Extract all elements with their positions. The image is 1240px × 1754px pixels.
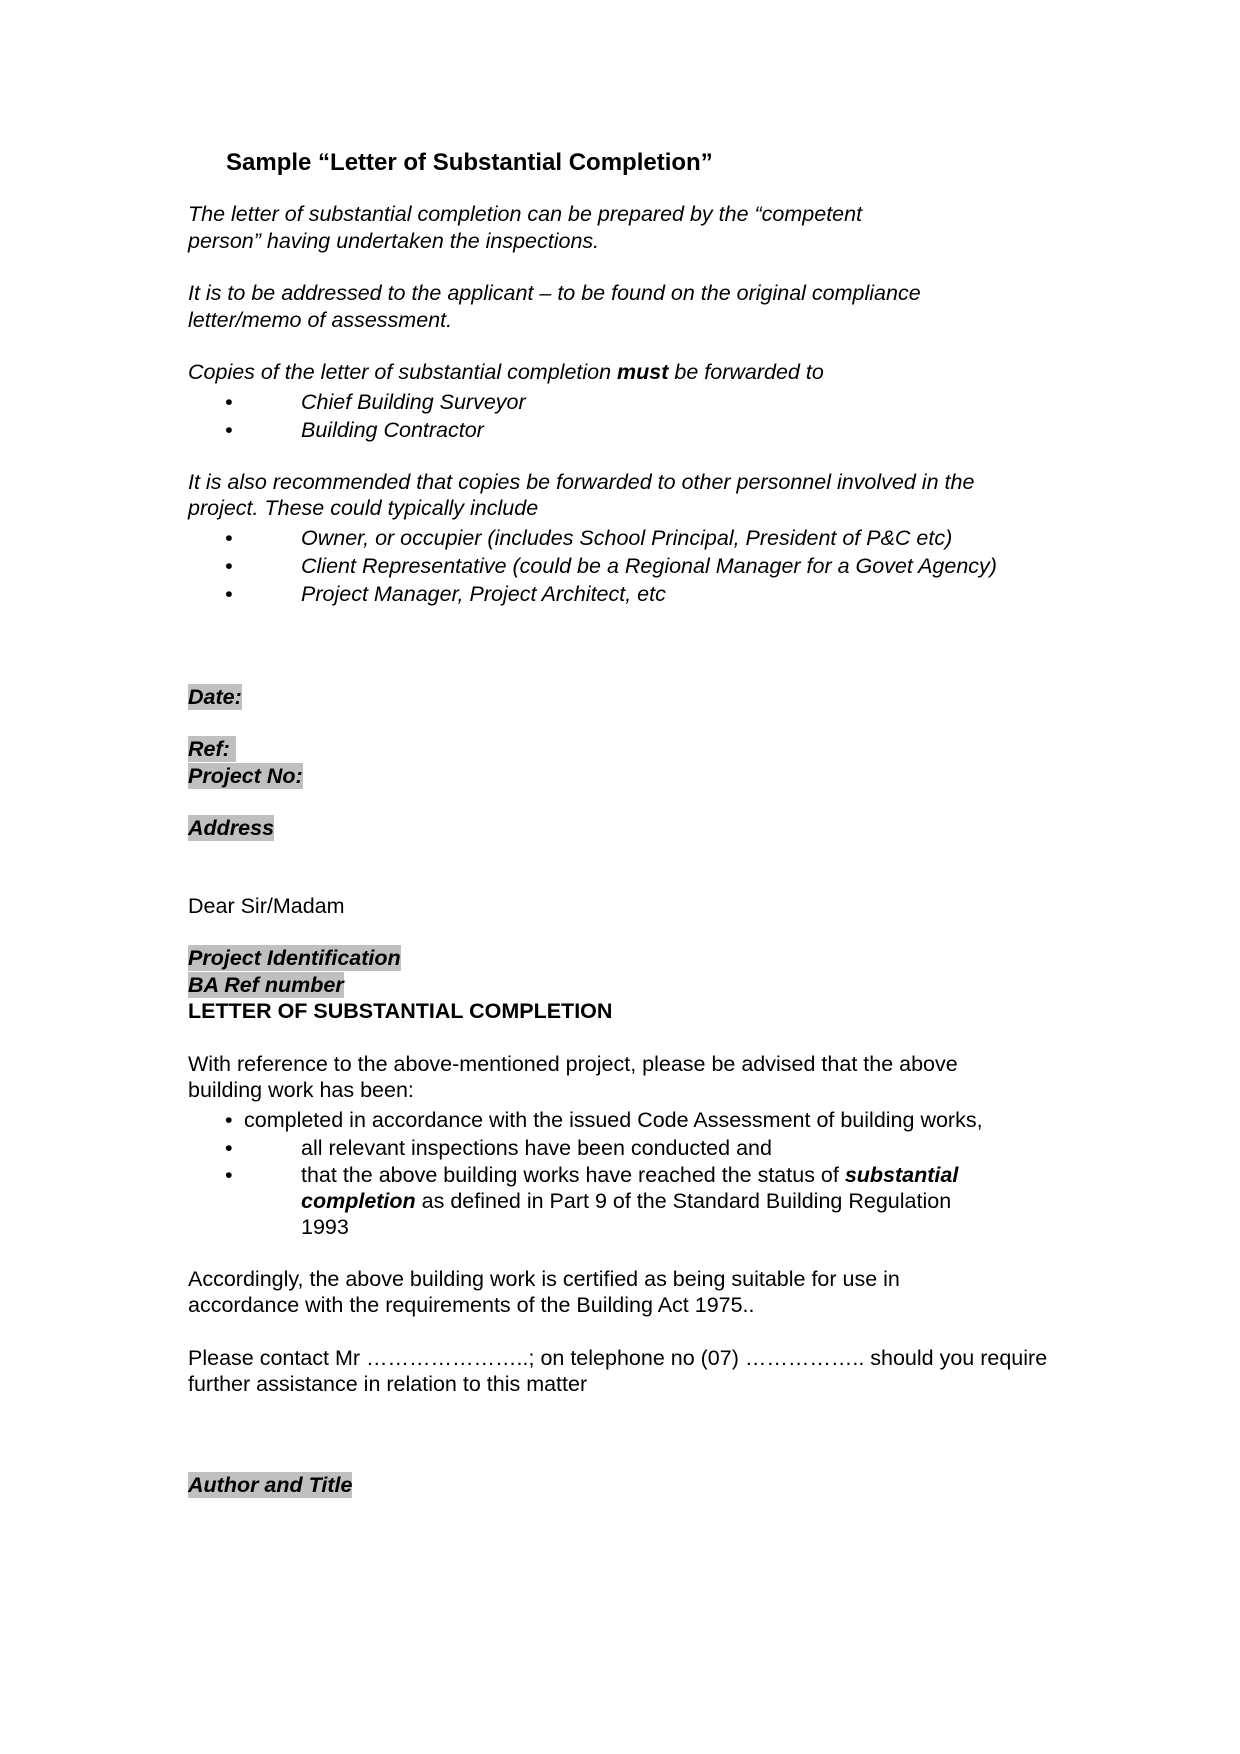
intro-paragraph-3-start: Copies of the letter of substantial completion <box>188 360 618 384</box>
date-field <box>188 684 1088 711</box>
letter-heading: LETTER OF SUBSTANTIAL COMPLETION <box>188 999 613 1023</box>
ba-ref-label: BA Ref number <box>188 972 344 997</box>
intro-paragraph-3 <box>188 359 1088 386</box>
ref-label: Ref: <box>188 737 236 761</box>
list-item-text: completed in accordance with the issued Code Assessment of building works, <box>244 1107 983 1132</box>
list-item <box>188 552 1088 580</box>
completion-list <box>188 1106 1088 1240</box>
project-identification-field <box>188 945 1088 972</box>
bullet-icon: • <box>225 581 233 606</box>
project-identification-label: Project Identification <box>188 946 401 970</box>
list-item <box>188 416 1088 444</box>
list-item-text: Owner, or occupier (includes School Principal, President of P&C etc) <box>301 525 953 550</box>
list-item <box>188 1134 1088 1162</box>
document-title: Sample “Letter of Substantial Completion” <box>226 149 713 176</box>
list-item <box>188 524 1088 552</box>
bullet-icon: • <box>225 525 233 550</box>
bullet-icon: • <box>225 1135 233 1160</box>
bullet-icon: • <box>225 553 233 578</box>
list-item <box>188 1106 1088 1134</box>
list-item <box>188 388 1088 416</box>
body-paragraph-3: Please contact Mr …………………..; on telephone no (07) …………….. should you require further assistance in relation to this matter <box>188 1345 1048 1396</box>
ref-field <box>188 736 1088 763</box>
list-item-text: all relevant inspections have been conducted and <box>301 1135 772 1160</box>
document-content <box>188 148 1088 1498</box>
ba-ref-field <box>188 972 1088 999</box>
intro-paragraph-3-end: be forwarded to <box>668 360 824 384</box>
bullet-icon: • <box>225 417 233 442</box>
project-no-field <box>188 763 1088 790</box>
address-field <box>188 815 1088 842</box>
intro-paragraph-1: The letter of substantial completion can be prepared by the “competent person” having undertaken the inspections. <box>188 202 863 253</box>
list-item-text-end: as defined in Part 9 of the Standard Building Regulation 1993 <box>301 1188 952 1239</box>
bullet-icon: • <box>225 1162 233 1187</box>
bullet-icon: • <box>225 1107 233 1132</box>
salutation: Dear Sir/Madam <box>188 893 345 918</box>
list-item-text: Project Manager, Project Architect, etc <box>301 581 666 606</box>
list-item-text: Building Contractor <box>301 417 484 442</box>
list-item-text-start: that the above building works have reached the status of <box>301 1162 845 1187</box>
list-item <box>188 580 1088 608</box>
copies-to-list <box>188 388 1088 444</box>
intro-paragraph-2: It is to be addressed to the applicant – to be found on the original compliance letter/memo of assessment. <box>188 281 921 332</box>
author-label: Author and Title <box>188 1472 353 1497</box>
list-item-emphasis: substantial completion <box>301 1162 959 1213</box>
intro-paragraph-4: It is also recommended that copies be forwarded to other personnel involved in the project. These could typically include <box>188 469 975 520</box>
list-item-text: Client Representative (could be a Regional Manager for a Govet Agency) <box>301 553 997 578</box>
list-item-text: Chief Building Surveyor <box>301 389 526 414</box>
list-item <box>188 1162 981 1240</box>
project-no-label: Project No: <box>188 763 303 788</box>
intro-paragraph-3-emphasis: must <box>617 360 669 384</box>
other-personnel-list <box>188 524 1088 608</box>
address-label: Address <box>188 816 275 840</box>
body-paragraph-1: With reference to the above-mentioned project, please be advised that the above building work has been: <box>188 1051 958 1102</box>
bullet-icon: • <box>225 389 233 414</box>
body-paragraph-2: Accordingly, the above building work is certified as being suitable for use in accordance with the requirements of the Building Act 1975.. <box>188 1266 900 1317</box>
author-field <box>188 1472 1088 1499</box>
date-label: Date: <box>188 684 242 709</box>
